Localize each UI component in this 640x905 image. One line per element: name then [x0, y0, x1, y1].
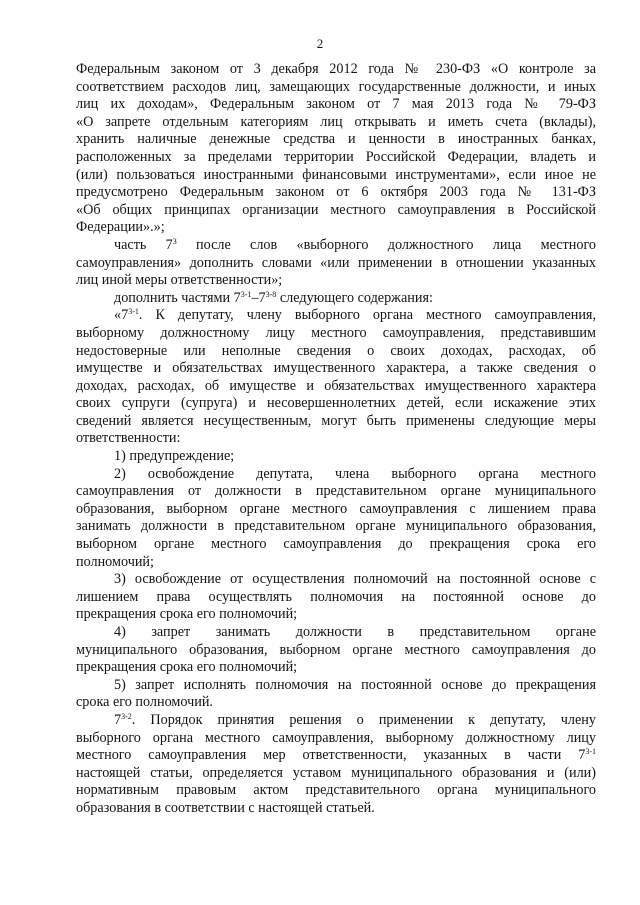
text-line: дополнить частями 7$^{3-1}$–7$^{3-8}$ следующего содержания:	[114, 289, 433, 306]
superscript: 3-1	[240, 289, 252, 299]
text-line: «7$^{3-1}$. К депутату, члену выборного органа местного самоуправления,	[114, 307, 596, 324]
superscript: 3-1	[585, 747, 596, 757]
text-line: соответствием расходов лиц, замещающих государственные должности, и иных	[76, 78, 596, 95]
text-line: предусмотрено Федеральным законом от 6 октября 2003 года № 131-ФЗ	[76, 184, 596, 201]
text-line: «Об общих принципах организации местного самоуправления в Российской	[76, 201, 596, 218]
text-line: Федерации».»;	[76, 219, 165, 236]
text-line: лишением права осуществлять полномочия на постоянной основе до	[76, 588, 596, 605]
text-line: своих супруги (супруга) и несовершеннолетних детей, если искажение этих	[76, 395, 596, 412]
superscript: 3-8	[265, 289, 277, 299]
superscript: 3-2	[121, 711, 132, 721]
text-line: местного самоуправления мер ответственности, указанных в части 7$^{3-1}$	[76, 747, 596, 764]
text-line: настоящей статьи, определяется уставом муниципального образования и (или)	[76, 764, 596, 781]
text-line: имуществе и обязательствах имущественного характера, а также сведения о	[76, 360, 596, 377]
text-line: муниципального образования, выборном органе местного самоуправления до	[76, 641, 596, 658]
text-line: расположенных за пределами территории Российской Федерации, владеть и	[76, 148, 596, 165]
text-line: образования, выборном органе местного самоуправления с лишением права	[76, 500, 596, 517]
text-line: доходах, расходах, об имуществе и обязательствах имущественного характера	[76, 377, 596, 394]
text-line: 2) освобождение депутата, члена выборного органа местного	[114, 465, 596, 482]
text-line: лиц их доходам», Федеральным законом от 7 мая 2013 года № 79-ФЗ	[76, 96, 596, 113]
superscript: 3-1	[128, 307, 139, 317]
text-line: прекращения срока его полномочий;	[76, 606, 298, 623]
text-line: нормативным правовым актом представительного органа муниципального	[76, 782, 596, 799]
text-line: срока его полномочий.	[76, 694, 213, 711]
text-line: (или) пользоваться иностранными финансовыми инструментами», если иное не	[76, 166, 596, 183]
text-line: образования в соответствии с настоящей статьей.	[76, 799, 375, 816]
text-line: лиц иной меры ответственности»;	[76, 272, 283, 289]
text-line: 1) предупреждение;	[114, 448, 235, 465]
superscript: 3	[172, 236, 177, 246]
text-line: полномочий;	[76, 553, 154, 570]
text-line: ответственности:	[76, 430, 181, 447]
text-line: 5) запрет исполнять полномочия на постоянной основе до прекращения	[114, 676, 596, 693]
text-line: занимать должности в представительном органе муниципального образования,	[76, 518, 596, 535]
text-line: выборном органе местного самоуправления до прекращения срока его	[76, 536, 596, 553]
text-line: недостоверные или неполные сведения о своих доходах, расходах, об	[76, 342, 596, 359]
text-line: «О запрете отдельным категориям лиц открывать и иметь счета (вклады),	[76, 113, 596, 130]
document-body	[76, 61, 596, 818]
text-line: 4) запрет занимать должности в представительном органе	[114, 624, 596, 640]
text-line: 3) освобождение от осуществления полномочий на постоянной основе с	[114, 571, 596, 588]
text-line: сведений является несущественным, могут быть применены следующие меры	[76, 412, 596, 429]
text-line: самоуправления от должности в представительном органе муниципального	[76, 483, 596, 500]
text-line: прекращения срока его полномочий;	[76, 659, 298, 676]
page-number: 2	[316, 36, 324, 51]
text-line: выборного органа местного самоуправления, выборному должностному лицу	[76, 729, 596, 746]
text-line: 7$^{3-2}$. Порядок принятия решения о применении к депутату, члену	[114, 711, 596, 728]
text-line: часть $7^3$ после слов «выборного должностного лица местного	[114, 236, 596, 253]
text-line: самоуправления» дополнить словами «или применении в отношении указанных	[76, 254, 596, 271]
text-line: выборному должностному лицу местного самоуправления, представившим	[76, 324, 596, 341]
text-line: хранить наличные денежные средства и ценности в иностранных банках,	[76, 131, 596, 148]
text-line: Федеральным законом от 3 декабря 2012 года № 230-ФЗ «О контроле за	[76, 61, 596, 77]
